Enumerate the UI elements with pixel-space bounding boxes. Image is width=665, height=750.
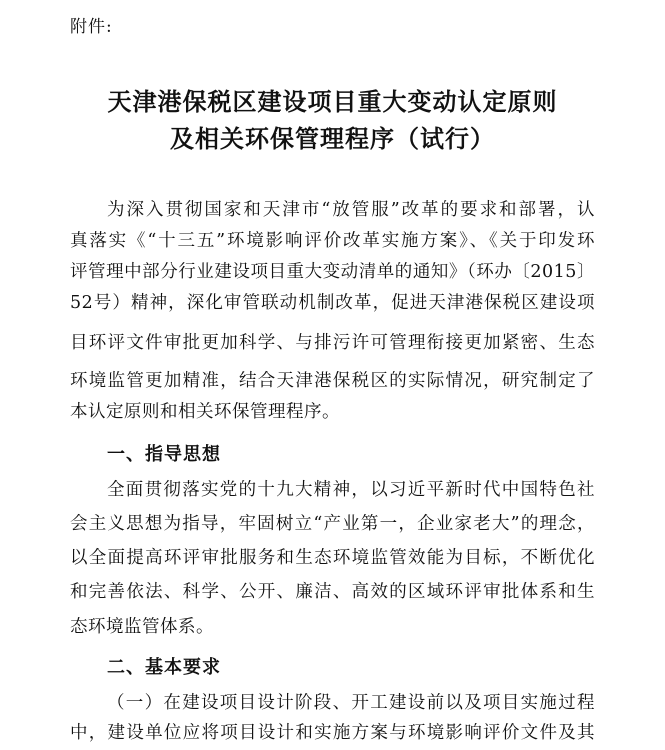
intro-line: 目环评文件审批更加科学、与排污许可管理衔接更加紧密、生态	[70, 333, 595, 353]
attachment-label: 附件:	[70, 17, 113, 37]
document-title-line-2: 及相关环保管理程序（试行）	[170, 124, 495, 153]
section1-line: 和完善依法、科学、公开、廉洁、高效的区域环评审批体系和生	[70, 582, 595, 602]
section-heading-basic-requirements: 二、基本要求	[107, 657, 221, 678]
section2-line: 中，建设单位应将项目设计和实施方案与环境影响评价文件及其	[70, 723, 595, 743]
intro-line: 为深入贯彻国家和天津市“放管服”改革的要求和部署，认	[107, 200, 595, 220]
section1-line: 以全面提高环评审批服务和生态环境监管效能为目标，不断优化	[70, 548, 595, 568]
intro-line: 真落实《“十三五”环境影响评价改革实施方案》、《关于印发环	[70, 231, 595, 251]
document-title-line-1: 天津港保税区建设项目重大变动认定原则	[107, 87, 558, 116]
section-heading-guiding-ideology: 一、指导思想	[107, 444, 221, 465]
section1-line: 态环境监管体系。	[70, 617, 214, 637]
intro-line: 环境监管更加精准，结合天津港保税区的实际情况，研究制定了	[70, 371, 595, 391]
section1-line: 全面贯彻落实党的十九大精神，以习近平新时代中国特色社	[107, 480, 595, 500]
intro-line: 52号）精神，深化审管联动机制改革，促进天津港保税区建设项	[70, 293, 595, 313]
section2-line: （一）在建设项目设计阶段、开工建设前以及项目实施过程	[107, 693, 595, 713]
section1-line: 会主义思想为指导，牢固树立“产业第一，企业家老大”的理念，	[70, 514, 595, 534]
intro-line: 评管理中部分行业建设项目重大变动清单的通知》（环办〔2015〕	[70, 262, 595, 282]
intro-line: 本认定原则和相关环保管理程序。	[70, 402, 340, 422]
